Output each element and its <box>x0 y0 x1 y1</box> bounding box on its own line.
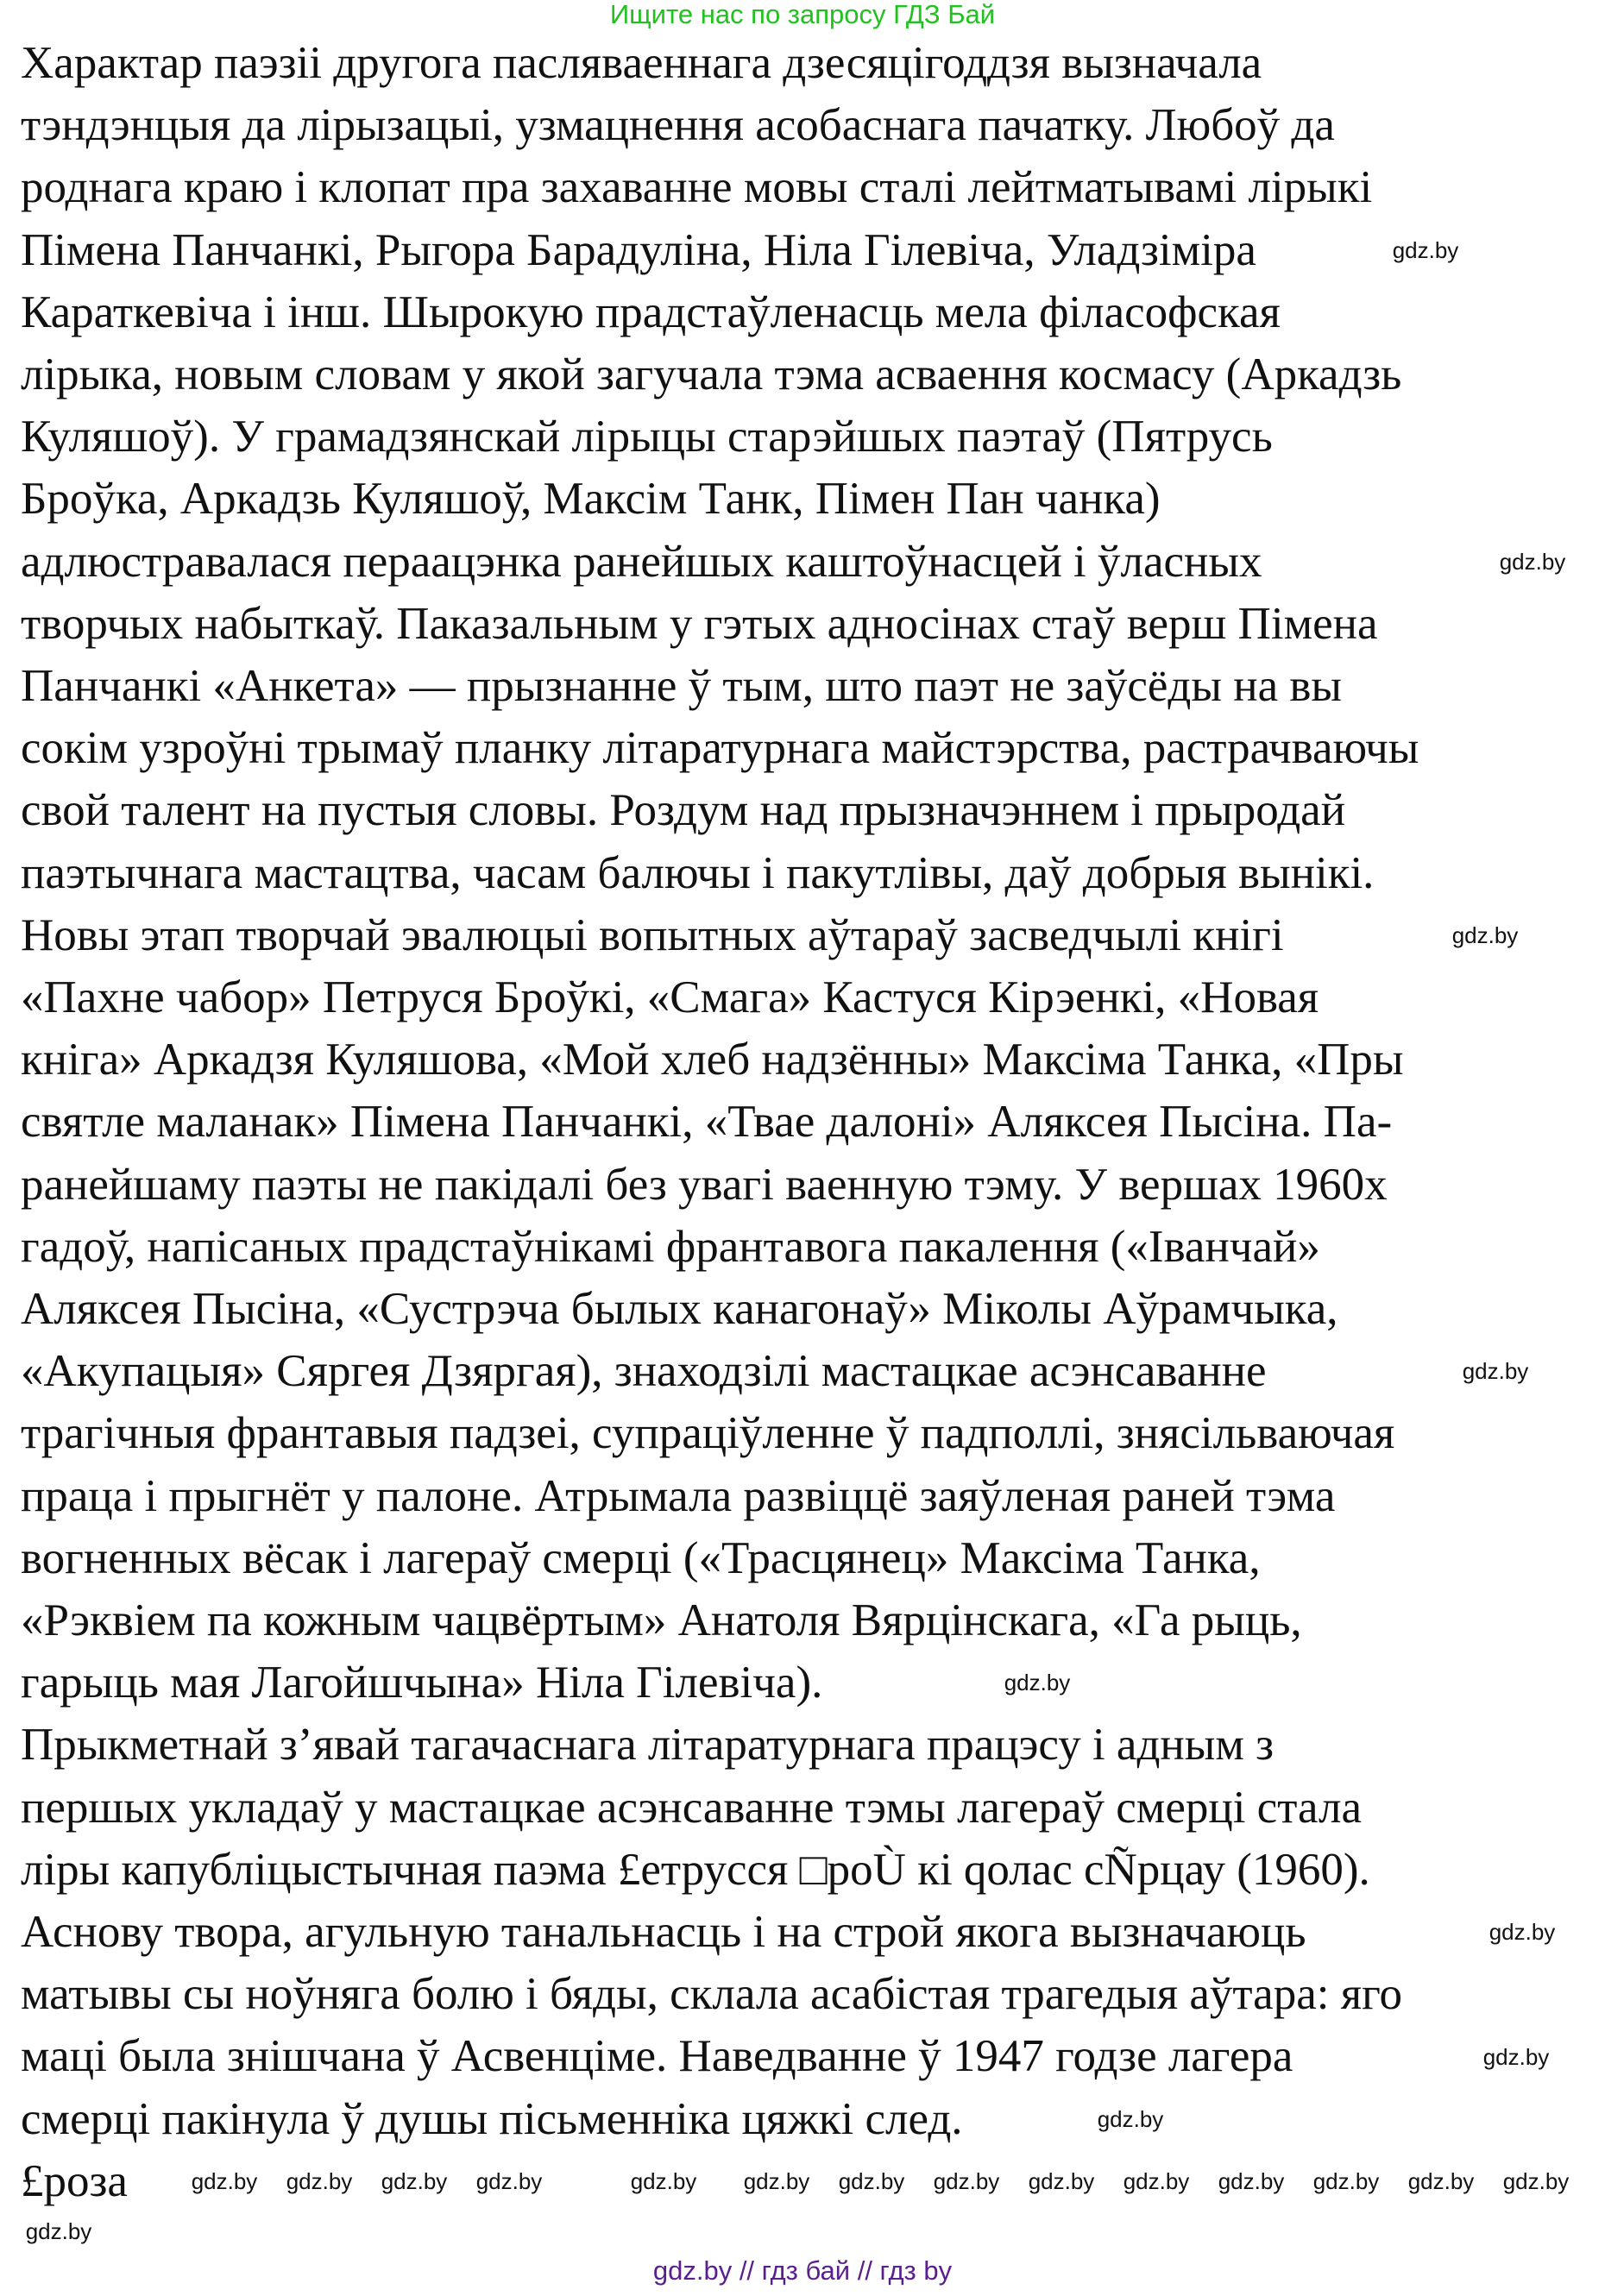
text-line: £роза <box>21 2155 128 2206</box>
text-line: Панчанкі «Анкета» — прызнанне ў тым, што паэт не заўсёды на вы <box>21 661 1343 711</box>
watermark: gdz.by <box>838 2167 905 2194</box>
text-line: матывы сы ноўняга болю і бяды, склала асабістая трагедыя аўтара: яго <box>21 1969 1402 2020</box>
watermark: gdz.by <box>1123 2167 1190 2194</box>
watermark: gdz.by <box>1451 922 1519 948</box>
text-line: лірыка, новым словам у якой загучала тэма асваення космасу (Аркадзь <box>21 349 1402 399</box>
watermark: gdz.by <box>1218 2167 1285 2194</box>
watermark: gdz.by <box>1502 2167 1570 2194</box>
watermark: gdz.by <box>630 2167 697 2194</box>
watermark: gdz.by <box>381 2167 448 2194</box>
text-line: маці была знішчана ў Асвенціме. Наведванне ў 1947 годзе лагера <box>21 2031 1293 2082</box>
text-line: Пімена Панчанкі, Рыгора Барадуліна, Ніла Гілевіча, Уладзіміра <box>21 224 1256 275</box>
watermark: gdz.by <box>1097 2105 1164 2132</box>
watermark: gdz.by <box>1489 1919 1556 1946</box>
text-line: тэндэнцыя да лірызацыі, узмацнення асобаснага пачатку. Любоў да <box>21 100 1335 151</box>
search-hint-banner: Ищите нас по запросу ГДЗ Бай <box>609 0 996 29</box>
text-line: Куляшоў). У грамадзянскай лірыцы старэйшых паэтаў (Пятрусь <box>21 412 1273 462</box>
text-line: «Рэквіем па кожным чацвёртым» Анатоля Вярцінскага, «Га рыць, <box>21 1595 1302 1645</box>
text-line: трагічныя франтавыя падзеі, супрацiўленне ў падполлі, знясільваючая <box>21 1408 1395 1459</box>
text-line: Караткевіча і інш. Шырокую прадстаўленасць мела філасофская <box>21 286 1281 337</box>
text-line: вогненных вёсак і лагераў смерці («Трасцянец» Максіма Танка, <box>21 1532 1261 1583</box>
text-line: першых укладаў у мастацкае асэнсаванне тэмы лагераў смерці стала <box>21 1782 1362 1833</box>
watermark: gdz.by <box>1004 1670 1071 1696</box>
watermark: gdz.by <box>1392 236 1459 263</box>
watermark: gdz.by <box>1028 2167 1095 2194</box>
watermark: gdz.by <box>933 2167 1000 2194</box>
text-line: паэтычнага мастацтва, часам балючы і пакутлівы, даў добрыя вынікі. <box>21 847 1375 898</box>
text-line: святле маланак» Пімена Панчанкі, «Твае далоні» Аляксея Пысіна. Па- <box>21 1097 1393 1148</box>
watermark: gdz.by <box>1462 1358 1529 1385</box>
text-line: Прыкметнай з’явай тагачаснага літаратурнага працэсу і адным з <box>21 1720 1275 1771</box>
text-line: Новы этап творчай эвалюцыі вопытных аўтараў засведчылі кнігі <box>21 909 1284 960</box>
watermark: gdz.by <box>1407 2167 1475 2194</box>
text-line: гарыць мая Лагойшчына» Ніла Гілевіча). <box>21 1658 823 1708</box>
text-line: свой талент на пустыя словы. Роздум над прызначэннем і прыродай <box>21 785 1346 836</box>
text-line: «Акупацыя» Сяргея Дзяргая), знаходзілі мастацкае асэнсаванне <box>21 1346 1267 1397</box>
text-line: роднага краю і клопат пра захаванне мовы сталі лейтматывамі лірыкі <box>21 162 1373 213</box>
text-line: «Пахне чабор» Петруся Броўкі, «Смага» Кастуся Кірэенкі, «Новая <box>21 972 1319 1022</box>
watermark: gdz.by <box>1499 548 1566 575</box>
text-line: адлюстравалася пераацэнка ранейшых каштоўнасцей і ўласных <box>21 536 1262 587</box>
watermark: gdz.by <box>25 2218 92 2244</box>
text-line: праца і прыгнёт у палоне. Атрымала развіццё заяўленая раней тэма <box>21 1470 1336 1521</box>
text-line: ранейшаму паэты не пакідалі без увагі ваенную тэму. У вершах 1960х <box>21 1159 1388 1210</box>
watermark: gdz.by <box>191 2167 258 2194</box>
text-line: Характар паэзіі другога пасляваеннага дзесяцігоддзя вызначала <box>21 38 1262 88</box>
watermark: gdz.by <box>1312 2167 1380 2194</box>
text-line: Броўка, Аркадзь Куляшоў, Максім Танк, Пімен Пан чанка) <box>21 474 1161 525</box>
text-line: кніга» Аркадзя Куляшова, «Мой хлеб надзённы» Максіма Танка, «Пры <box>21 1035 1404 1085</box>
footer-links[interactable]: gdz.by // гдз бай // гдз by <box>652 2255 953 2286</box>
text-line: гадоў, напісаных прадстаўнікамі франтавога пакалення («Іванчай» <box>21 1221 1320 1272</box>
text-line: ліры капубліцыстычная паэма £етрусся □роÙ кі qолас cÑрцау (1960). <box>21 1844 1370 1895</box>
watermark: gdz.by <box>286 2167 353 2194</box>
text-line: сокім узроўні трымаў планку літаратурнага майстэрства, растрачваючы <box>21 723 1419 774</box>
text-line: Аснову твора, агульную танальнасць і на строй якога вызначаюць <box>21 1907 1306 1957</box>
watermark: gdz.by <box>743 2167 810 2194</box>
text-line: смерці пакінула ў душы пісьменніка цяжкі след. <box>21 2093 963 2144</box>
text-line: Аляксея Пысіна, «Сустрэча былых канагонаў» Міколы Аўрамчыка, <box>21 1284 1338 1334</box>
text-line: творчых набыткаў. Паказальным у гэтых адносінах стаў верш Пімена <box>21 598 1378 649</box>
watermark: gdz.by <box>1482 2043 1550 2070</box>
watermark: gdz.by <box>475 2167 543 2194</box>
